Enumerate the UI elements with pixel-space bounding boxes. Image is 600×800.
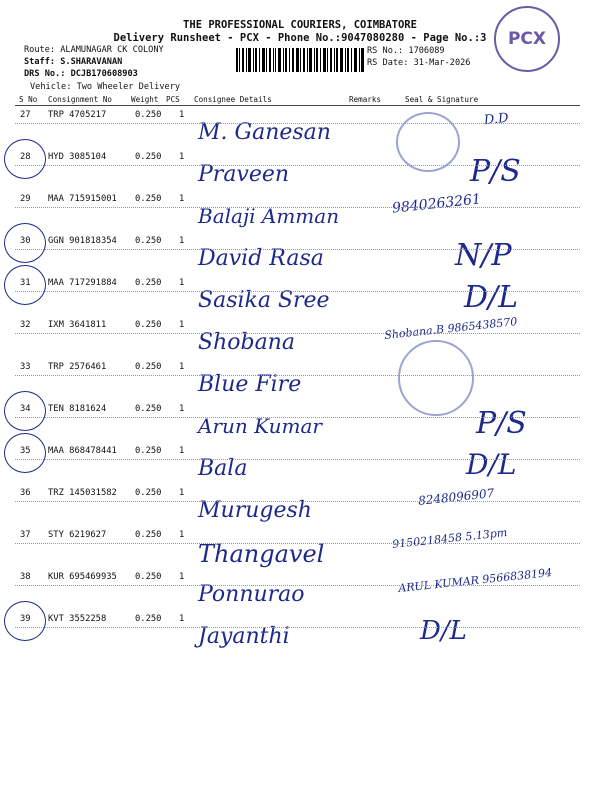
company-seal-stamp <box>396 112 460 172</box>
row-consignment: KVT 3552258 <box>48 614 107 624</box>
row-pcs: 1 <box>179 236 185 246</box>
remark-handwriting: ARUL KUMAR 9566838194 <box>397 565 553 596</box>
row-weight: 0.250 <box>135 572 162 582</box>
row-pcs: 1 <box>179 152 185 162</box>
drs-label: DRS No.: DCJB170608903 <box>24 69 138 79</box>
row-separator <box>15 165 580 166</box>
remark-handwriting: 8248096907 <box>417 486 495 508</box>
row-sno: 38 <box>20 572 31 582</box>
row-consignment: KUR 695469935 <box>48 572 117 582</box>
consignee-signature: Blue Fire <box>198 372 302 397</box>
remark-handwriting: P/S <box>470 154 521 189</box>
row-pcs: 1 <box>179 362 185 372</box>
row-sno: 30 <box>20 236 31 246</box>
consignee-signature: Balaji Amman <box>198 204 340 228</box>
row-pcs: 1 <box>179 320 185 330</box>
row-weight: 0.250 <box>135 404 162 414</box>
row-weight: 0.250 <box>135 614 162 624</box>
sno-circle-mark <box>4 433 46 473</box>
staff-label: Staff: S.SHARAVANAN <box>24 57 123 67</box>
consignee-signature: Praveen <box>198 162 290 187</box>
remark-handwriting: D/L <box>464 280 519 315</box>
row-sno: 29 <box>20 194 31 204</box>
row-separator <box>15 627 580 628</box>
row-separator <box>15 459 580 460</box>
remark-handwriting: D/L <box>466 448 517 481</box>
row-consignment: GGN 901818354 <box>48 236 117 246</box>
barcode <box>236 48 364 72</box>
consignee-signature: Arun Kumar <box>198 414 322 438</box>
row-consignment: TRP 4705217 <box>48 110 107 120</box>
row-sno: 34 <box>20 404 31 414</box>
consignee-signature: Sasika Sree <box>198 288 330 313</box>
consignee-signature: Murugesh <box>198 498 312 523</box>
row-weight: 0.250 <box>135 236 162 246</box>
row-weight: 0.250 <box>135 110 162 120</box>
row-sno: 36 <box>20 488 31 498</box>
col-remarks: Remarks <box>349 95 382 104</box>
runsheet-title: Delivery Runsheet - PCX - Phone No.:9047080280 - Page No.:3 <box>113 32 487 44</box>
row-separator <box>15 501 580 502</box>
row-pcs: 1 <box>179 572 185 582</box>
row-pcs: 1 <box>179 278 185 288</box>
row-weight: 0.250 <box>135 320 162 330</box>
col-pcs: PCS <box>166 95 180 104</box>
sno-circle-mark <box>4 601 46 641</box>
header-rule <box>15 105 580 106</box>
row-consignment: HYD 3085104 <box>48 152 107 162</box>
row-weight: 0.250 <box>135 530 162 540</box>
row-weight: 0.250 <box>135 152 162 162</box>
row-separator <box>15 123 580 124</box>
sno-circle-mark <box>4 139 46 179</box>
consignee-signature: David Rasa <box>198 246 324 271</box>
remark-handwriting: P/S <box>476 406 527 441</box>
row-pcs: 1 <box>179 446 185 456</box>
row-weight: 0.250 <box>135 362 162 372</box>
row-consignment: TRZ 145031582 <box>48 488 117 498</box>
row-separator <box>15 291 580 292</box>
row-pcs: 1 <box>179 404 185 414</box>
pcx-stamp <box>494 6 560 72</box>
sno-circle-mark <box>4 391 46 431</box>
col-consignee: Consignee Details <box>194 95 272 104</box>
rs-number: RS No.: 1706089 <box>367 46 445 56</box>
row-separator <box>15 417 580 418</box>
row-separator <box>15 585 580 586</box>
col-seal-signature: Seal & Signature <box>405 95 479 104</box>
row-weight: 0.250 <box>135 446 162 456</box>
row-sno: 33 <box>20 362 31 372</box>
vehicle-label: Vehicle: Two Wheeler Delivery <box>30 82 181 92</box>
row-consignment: STY 6219627 <box>48 530 107 540</box>
row-separator <box>15 333 580 334</box>
row-pcs: 1 <box>179 194 185 204</box>
row-separator <box>15 543 580 544</box>
row-consignment: MAA 717291884 <box>48 278 117 288</box>
rs-date: RS Date: 31-Mar-2026 <box>367 58 471 68</box>
row-weight: 0.250 <box>135 194 162 204</box>
route-label: Route: ALAMUNAGAR CK COLONY <box>24 45 164 55</box>
consignee-signature: M. Ganesan <box>198 120 331 145</box>
remark-handwriting: 9150218458 5.13pm <box>391 526 508 551</box>
remark-handwriting: D.D <box>483 110 510 129</box>
consignee-signature: Ponnurao <box>198 582 305 607</box>
row-pcs: 1 <box>179 110 185 120</box>
row-sno: 28 <box>20 152 31 162</box>
col-consignment: Consignment No <box>48 95 113 104</box>
row-separator <box>15 249 580 250</box>
col-sno: S No <box>19 95 38 104</box>
row-sno: 32 <box>20 320 31 330</box>
row-weight: 0.250 <box>135 488 162 498</box>
consignee-signature: Shobana <box>198 330 295 355</box>
row-sno: 31 <box>20 278 31 288</box>
remark-handwriting: 9840263261 <box>391 191 482 217</box>
remark-handwriting: N/P <box>455 238 512 273</box>
row-separator <box>15 207 580 208</box>
row-consignment: MAA 715915001 <box>48 194 117 204</box>
consignee-signature: Bala <box>198 456 248 481</box>
row-sno: 37 <box>20 530 31 540</box>
row-pcs: 1 <box>179 530 185 540</box>
row-separator <box>15 375 580 376</box>
row-sno: 27 <box>20 110 31 120</box>
sno-circle-mark <box>4 223 46 263</box>
row-consignment: MAA 868478441 <box>48 446 117 456</box>
col-weight: Weight <box>131 95 159 104</box>
pcx-stamp-label: PCX <box>507 29 547 49</box>
consignee-signature: Jayanthi <box>198 624 290 649</box>
row-pcs: 1 <box>179 614 185 624</box>
row-consignment: TEN 8181624 <box>48 404 107 414</box>
row-sno: 35 <box>20 446 31 456</box>
row-sno: 39 <box>20 614 31 624</box>
remark-handwriting: D/L <box>420 616 467 646</box>
row-pcs: 1 <box>179 488 185 498</box>
consignee-signature: Thangavel <box>198 540 325 568</box>
row-consignment: IXM 3641811 <box>48 320 107 330</box>
company-title: THE PROFESSIONAL COURIERS, COIMBATORE <box>183 19 417 31</box>
row-consignment: TRP 2576461 <box>48 362 107 372</box>
row-weight: 0.250 <box>135 278 162 288</box>
sno-circle-mark <box>4 265 46 305</box>
second-seal-stamp <box>398 340 474 416</box>
remark-handwriting: Shobana.B 9865438570 <box>383 315 518 342</box>
